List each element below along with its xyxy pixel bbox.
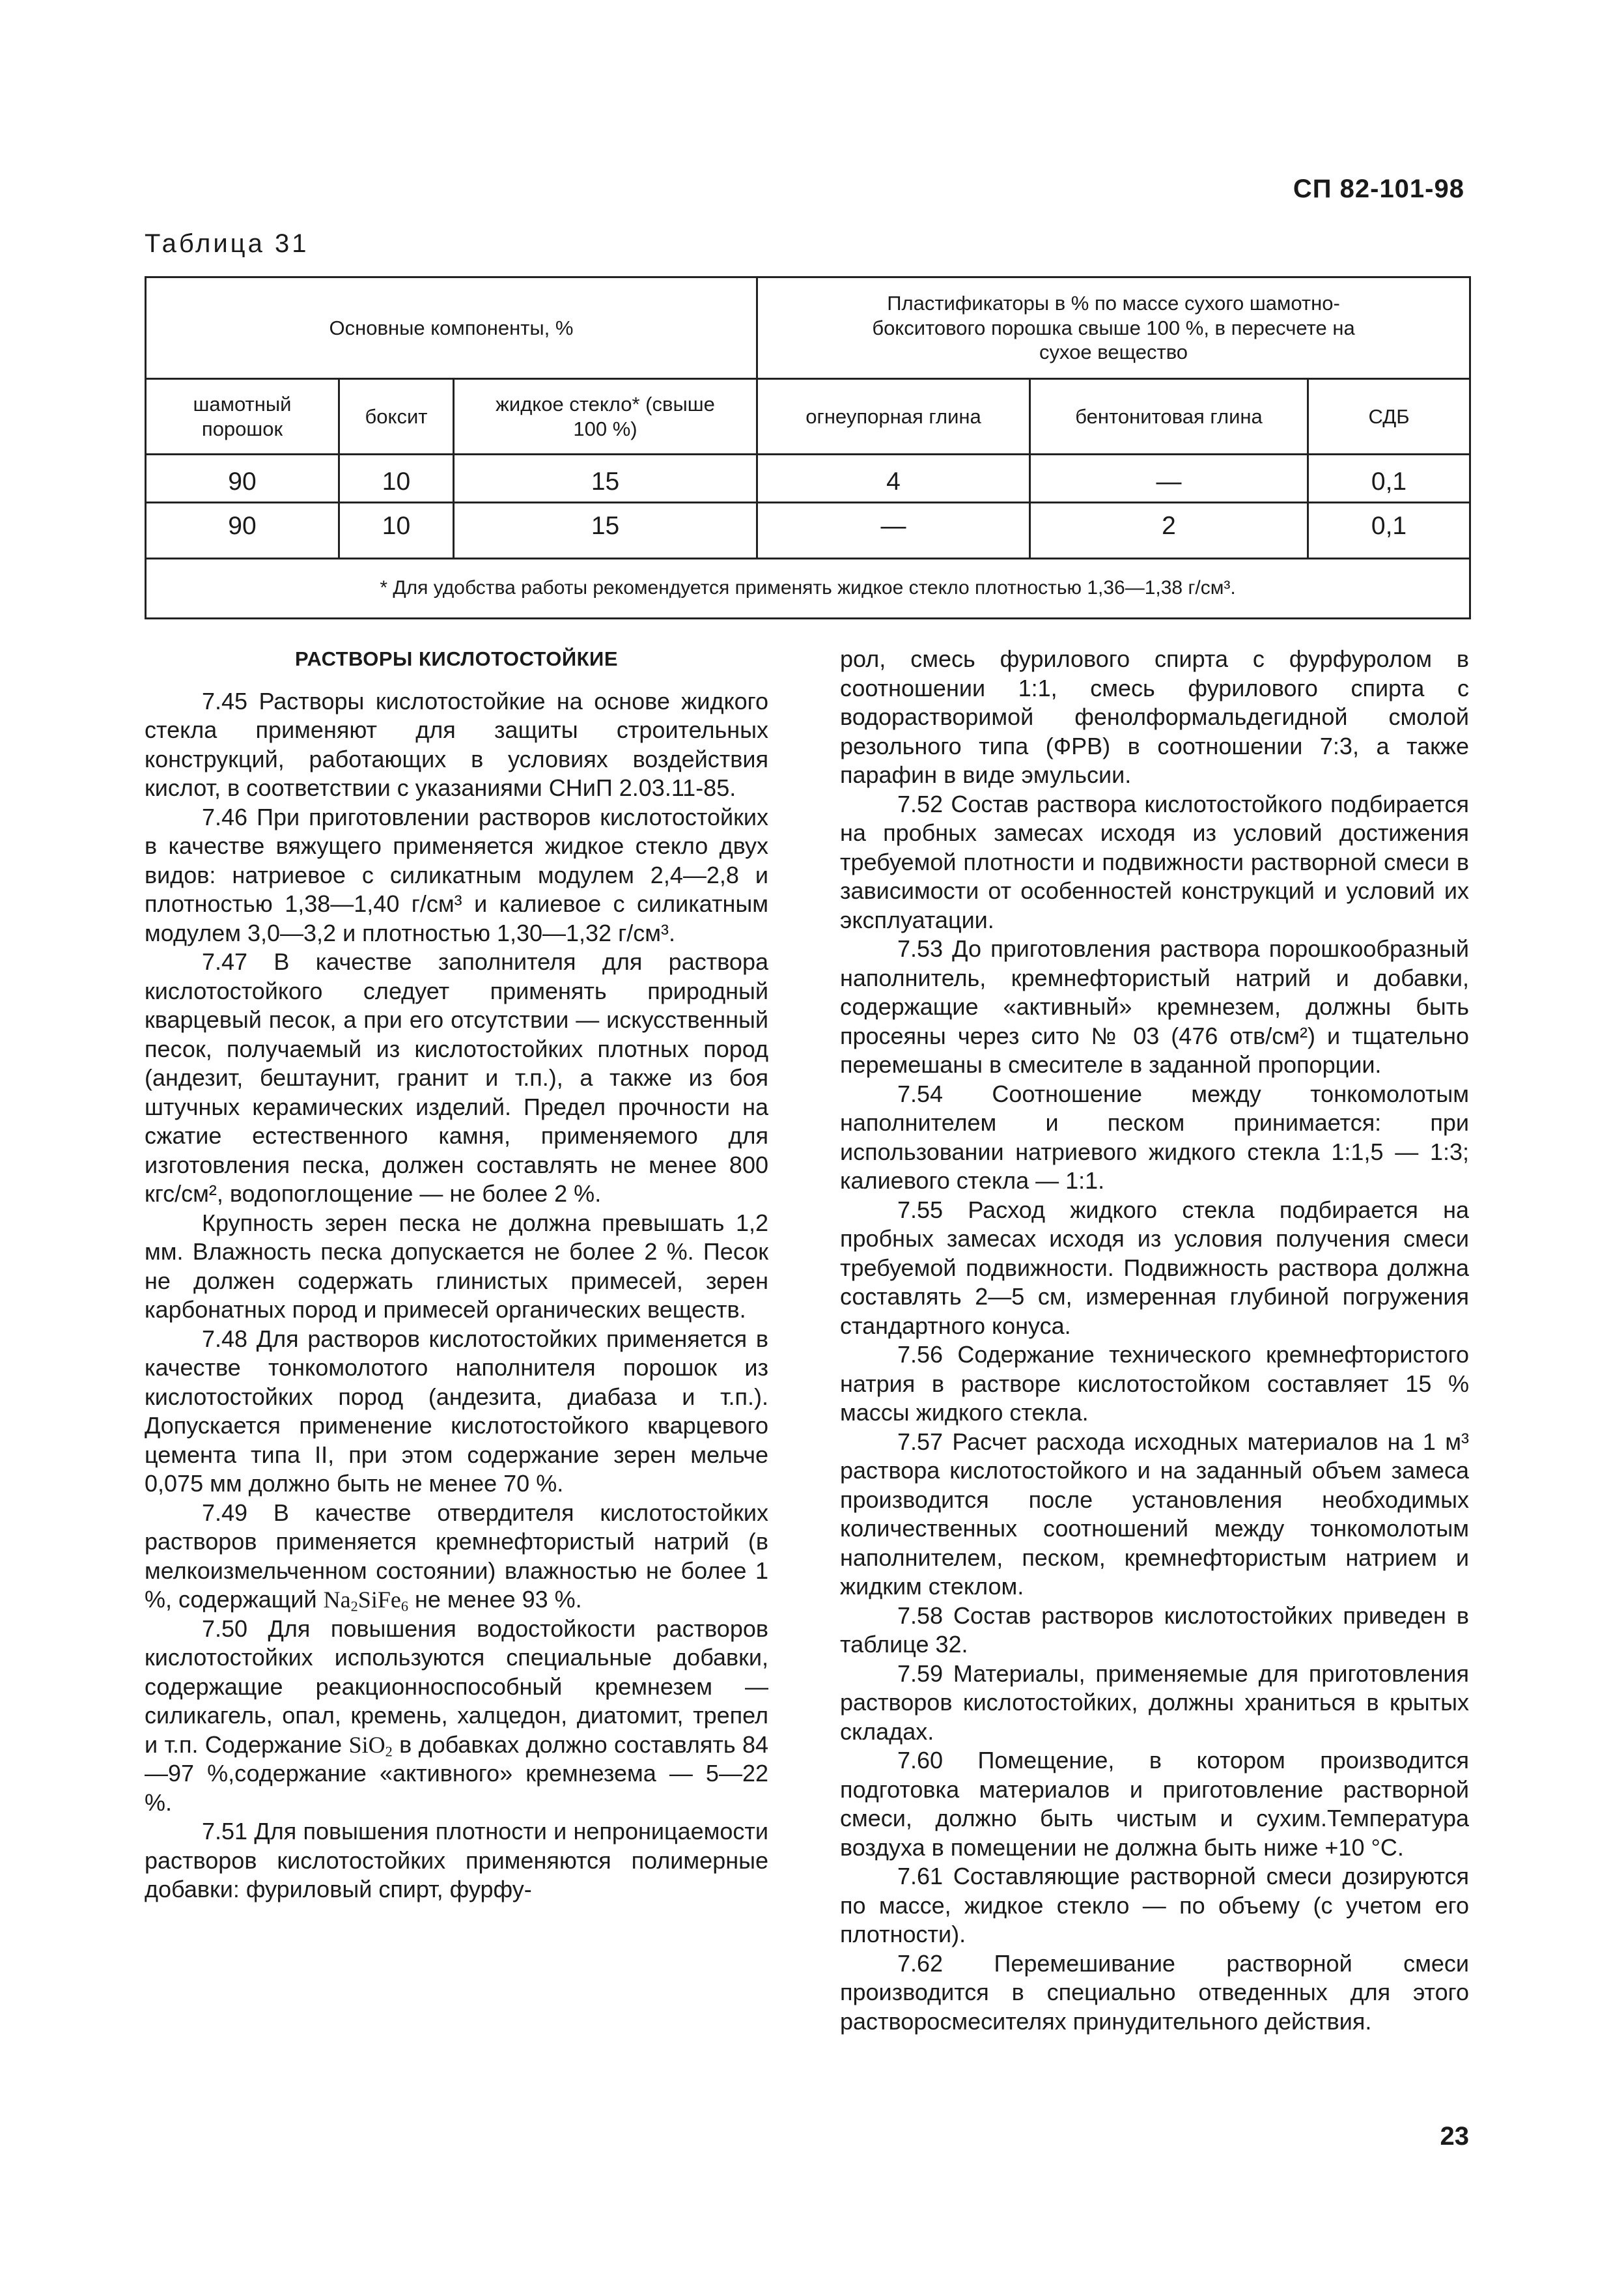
paragraph-7-61: 7.61 Составляющие растворной смеси дозируются по массе, жидкое стекло — по объему (с учетом его плотности). xyxy=(840,1863,1469,1947)
section-title: РАСТВОРЫ КИСЛОТОСТОЙКИЕ xyxy=(295,647,618,670)
document-code: СП 82-101-98 xyxy=(1293,175,1464,203)
table-cell: 10 xyxy=(339,455,454,503)
right-column xyxy=(840,645,1469,2036)
table-cell: 2 xyxy=(1030,503,1308,559)
paragraph-7-56: 7.56 Содержание технического кремнефтористого натрия в растворе кислотостойком составляет 15 % массы жидкого стекла. xyxy=(840,1341,1469,1426)
table-cell: 90 xyxy=(146,455,339,503)
table-cell: 0,1 xyxy=(1308,455,1470,503)
paragraph-7-48: 7.48 Для растворов кислотостойких применяется в качестве тонкомолотого наполнителя порошок из кислотостойких пород (андезита, диабаза и т.п.). Допускается применение кислотостойкого кварцевого цемента типа II, при этом содержание зерен мельче 0,075 мм должно быть не менее 70 %. xyxy=(145,1325,768,1497)
formula-na2sife6: $Na_2SiFe_6$ xyxy=(323,1587,408,1615)
paragraph-7-54: 7.54 Соотношение между тонкомолотым наполнителем и песком принимается: при использовании натриевого жидкого стекла 1:1,5 — 1:3; калиевого стекла — 1:1. xyxy=(840,1080,1469,1194)
table-cell: 15 xyxy=(454,503,757,559)
paragraph-7-59: 7.59 Материалы, применяемые для приготовления растворов кислотостойких, должны храниться в крытых складах. xyxy=(840,1660,1469,1745)
paragraph-7-49: 7.49 В качестве отвердителя кислотостойких растворов применяется кремнефтористый натрий (в мелкоизмельченном состоянии) влажностью не более 1 %, содержащий $Na_2SiFe_6$ не менее 93 %. xyxy=(145,1499,768,1615)
table-row xyxy=(146,455,1470,503)
paragraph-7-58: 7.58 Состав растворов кислотостойких приведен в таблице 32. xyxy=(840,1602,1469,1658)
table-footnote: * Для удобства работы рекомендуется применять жидкое стекло плотностью 1,36—1,38 г/см³. xyxy=(146,559,1470,619)
column-header: огнеупорная глина xyxy=(757,379,1030,455)
paragraph-7-51-continued: рол, смесь фурилового спирта с фурфуролом в соотношении 1:1, смесь фурилового спирта с водорастворимой фенолформальдегидной смолой резольного типа (ФРВ) в соотношении 7:3, а также парафин в виде эмульсии. xyxy=(840,645,1469,788)
column-header: жидкое стекло* (свыше 100 %) xyxy=(454,379,757,455)
paragraph-7-53: 7.53 До приготовления раствора порошкообразный наполнитель, кремнефтористый натрий и добавки, содержащие «активный» кремнезем, должны быть просеяны через сито № 03 (476 отв/см²) и тщательно перемешаны в смесителе в заданной пропорции. xyxy=(840,935,1469,1078)
paragraph-7-55: 7.55 Расход жидкого стекла подбирается на пробных замесах исходя из условия получения смеси требуемой подвижности. Подвижность раствора должна составлять 2—5 см, измеренная глубиной погружения стандартного конуса. xyxy=(840,1196,1469,1339)
table-row xyxy=(146,503,1470,559)
paragraph-7-47-continued: Крупность зерен песка не должна превышать 1,2 мм. Влажность песка допускается не более 2 %. Песок не должен содержать глинистых примесей, зерен карбонатных пород и примесей органических веществ. xyxy=(145,1209,768,1323)
paragraph-7-62: 7.62 Перемешивание растворной смеси производится в специально отведенных для этого растворосмесителях принудительного действия. xyxy=(840,1949,1469,2035)
page-number: 23 xyxy=(1440,2122,1469,2151)
table-cell: 4 xyxy=(757,455,1030,503)
column-header: СДБ xyxy=(1308,379,1470,455)
formula-sio2: SiO$_2$ xyxy=(348,1731,393,1760)
paragraph-7-50: 7.50 Для повышения водостойкости растворов кислотостойких используются специальные добавки, содержащие реакционноспособный кремнезем — силикагель, опал, кремень, халцедон, диатомит, трепел и т.п. Содержание SiO$_2$ в добавках должно составлять 84—97 %,содержание «активного» кремнезема — 5—22 %. xyxy=(145,1615,768,1816)
composition-table xyxy=(145,276,1469,619)
column-header: бентонитовая глина xyxy=(1030,379,1308,455)
table-cell: — xyxy=(757,503,1030,559)
table-cell: 10 xyxy=(339,503,454,559)
paragraph-7-60: 7.60 Помещение, в котором производится подготовка материалов и приготовление растворной смеси, должно быть чистым и сухим.Температура воздуха в помещении не должна быть ниже +10 °С. xyxy=(840,1747,1469,1861)
paragraph-7-52: 7.52 Состав раствора кислотостойкого подбирается на пробных замесах исходя из условий достижения требуемой плотности и подвижности растворной смеси в зависимости от особенностей конструкций и условий их эксплуатации. xyxy=(840,790,1469,933)
table-cell: 0,1 xyxy=(1308,503,1470,559)
column-header: боксит xyxy=(339,379,454,455)
table-cell: 90 xyxy=(146,503,339,559)
table-cell: 15 xyxy=(454,455,757,503)
table-caption: Таблица 31 xyxy=(145,229,309,258)
left-column xyxy=(145,645,768,1904)
table-cell: — xyxy=(1030,455,1308,503)
column-header: шамотный порошок xyxy=(146,379,339,455)
header-plasticizers: Пластификаторы в % по массе сухого шамотно-бокситового порошка свыше 100 %, в пересчете на сухое вещество xyxy=(757,277,1470,379)
paragraph-7-46: 7.46 При приготовлении растворов кислотостойких в качестве вяжущего применяется жидкое стекло двух видов: натриевое с силикатным модулем 2,4—2,8 и плотностью 1,38—1,40 г/см³ и калиевое с силикатным модулем 3,0—3,2 и плотностью 1,30—1,32 г/см³. xyxy=(145,803,768,946)
paragraph-7-51: 7.51 Для повышения плотности и непроницаемости растворов кислотостойких применяются полимерные добавки: фуриловый спирт, фурфу- xyxy=(145,1818,768,1902)
paragraph-7-47: 7.47 В качестве заполнителя для раствора кислотостойкого следует применять природный кварцевый песок, а при его отсутствии — искусственный песок, получаемый из кислотостойких плотных пород (андезит, бештаунит, гранит и т.п.), а также из боя штучных керамических изделий. Предел прочности на сжатие естественного камня, применяемого для изготовления песка, должен составлять не менее 800 кгс/см², водопоглощение — не более 2 %. xyxy=(145,948,768,1207)
paragraph-7-45: 7.45 Растворы кислотостойкие на основе жидкого стекла применяют для защиты строительных конструкций, работающих в условиях воздействия кислот, в соответствии с указаниями СНиП 2.03.11-85. xyxy=(145,687,768,801)
header-main-components: Основные компоненты, % xyxy=(146,277,757,379)
paragraph-7-57: 7.57 Расчет расхода исходных материалов на 1 м³ раствора кислотостойкого и на заданный объем замеса производится после установления необходимых количественных соотношений между тонкомолотым наполнителем, песком, кремнефтористым натрием и жидким стеклом. xyxy=(840,1428,1469,1600)
table-grid xyxy=(145,276,1471,619)
